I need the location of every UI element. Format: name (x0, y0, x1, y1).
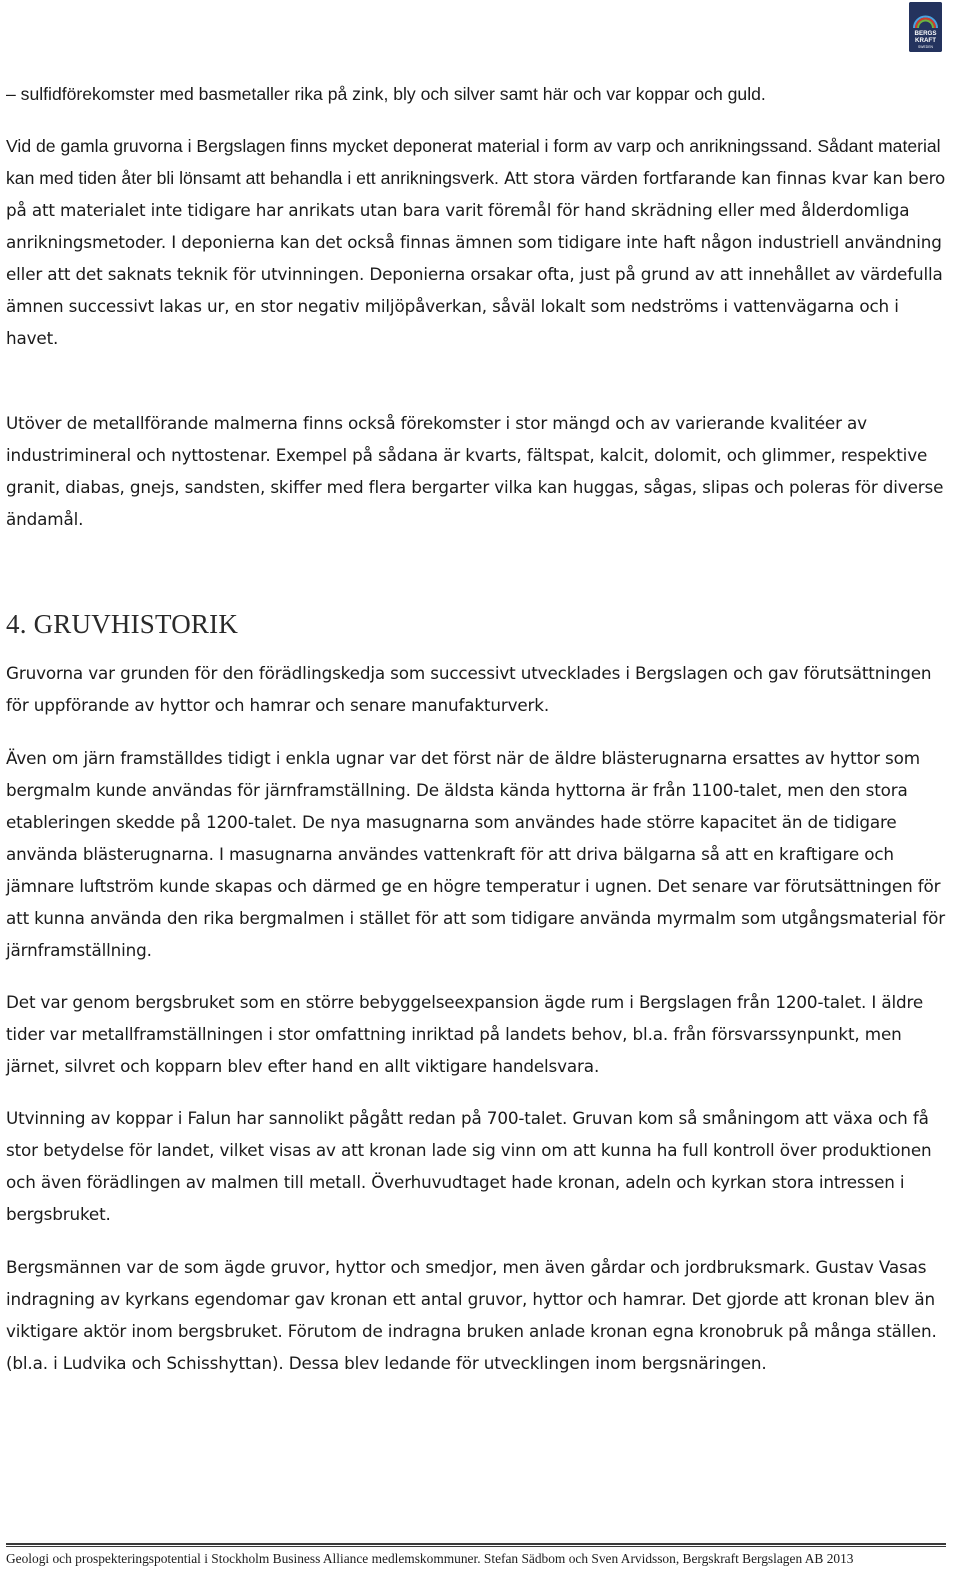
paragraph-falun-copper: Utvinning av koppar i Falun har sannolikt pågått redan på 700-talet. Gruvan kom så småningom att växa och få stor betydelse för landet, vilket visas av att kronan lade sig vinn om att kunna ha full kontroll över produktionen och även förädlingen av malmen till metall. Överhuvudtaget hade kronan, adeln och kyrkan stora intressen i bergsbruket. (6, 1108, 932, 1224)
paragraph-bergsman: Bergsmännen var de som ägde gruvor, hyttor och smedjor, men även gårdar och jordbruksmark. Gustav Vasas indragning av kyrkans egendomar gav kronan ett antal gruvor, hyttor och hamrar. Det gjorde att kronan blev än viktigare aktör inom bergsbruket. Förutom de indragna bruken anlade kronan egna kronobruk på många ställen. (bl.a. i Ludvika och Schisshyttan). Dessa blev ledande för utvecklingen inom bergsnäringen. (6, 1257, 937, 1373)
paragraph-deposits (6, 130, 946, 354)
paragraph-deposits-part2: Att stora värden fortfarande kan finnas kvar kan bero på att materialet inte tidigare har anrikats utan bara varit föremål för hand skrädning eller med ålderdomliga anrikningsmetoder. I deponierna kan det också finnas ämnen som tidigare inte haft någon industriell användning eller att det saknats teknik för utvinningen. Deponierna orsakar ofta, just på grund av att innehållet av värdefulla ämnen successivt lakas ur, en stor negativ miljöpåverkan, såväl lokalt som nedströms i vattenvägarna och i havet. (6, 168, 946, 348)
paragraph-settlement-expansion: Det var genom bergsbruket som en större bebyggelseexpansion ägde rum i Bergslagen från 1200-talet. I äldre tider var metallframställningen i stor omfattning inriktad på landets behov, bl.a. från försvarssynpunkt, men järnet, silvret och kopparn blev efter hand en allt viktigare handelsvara. (6, 992, 924, 1076)
svg-text:KRAFT: KRAFT (915, 37, 936, 44)
section-heading: 4. GRUVHISTORIK (6, 609, 239, 639)
paragraph-mines-foundation: Gruvorna var grunden för den förädlingskedja som successivt utvecklades i Bergslagen och gav förutsättningen för uppförande av hyttor och hamrar och senare manufakturverk. (6, 663, 932, 715)
bergskraft-logo-graphic (909, 2, 942, 52)
paragraph-iron-production: Även om järn framställdes tidigt i enkla ugnar var det först när de äldre blästerugnarna ersattes av hyttor som bergmalm kunde användas för järnframställning. De äldsta kända hyttorna är från 1100-talet, men den stora etableringen skedde på 1200-talet. De nya masugnarna som användes hade större kapacitet än de tidigare använda blästerugnarna. I masugnarna användes vattenkraft för att driva bälgarna så att en kraftigare och jämnare luftström kunde skapas och därmed ge en högre temperatur i ugnen. Det senare var förutsättningen för att kunna använda den rika bergmalmen i stället för att som tidigare använda myrmalm som utgångsmaterial för järnframställning. (6, 748, 946, 960)
intro-line: – sulfidförekomster med basmetaller rika på zink, bly och silver samt här och var koppar och guld. (6, 84, 766, 104)
paragraph-deposits-part1: Vid de gamla gruvorna i Bergslagen finns mycket deponerat material i form av varp och anrikningssand. Sådant material kan med tiden åter bli lönsamt att behandla i ett anrikningsverk. (6, 136, 941, 188)
svg-text:BERGS: BERGS (914, 30, 937, 37)
footer-divider-thin (6, 1546, 946, 1547)
footer-text: Geologi och prospekteringspotential i Stockholm Business Alliance medlemskommuner. Stefan Sädbom och Sven Arvidsson, Bergskraft Bergslagen AB 2013 (6, 1551, 854, 1566)
footer-divider (6, 1543, 946, 1545)
bergskraft-logo (909, 2, 942, 52)
svg-text:SWEDEN: SWEDEN (918, 45, 933, 49)
paragraph-industrial-minerals: Utöver de metallförande malmerna finns också förekomster i stor mängd och av varierande kvalitéer av industrimineral och nyttostenar. Exempel på sådana är kvarts, fältspat, kalcit, dolomit, och glimmer, respektive granit, diabas, gnejs, sandsten, skiffer med flera bergarter vilka kan huggas, sågas, slipas och poleras för diverse ändamål. (6, 413, 944, 529)
